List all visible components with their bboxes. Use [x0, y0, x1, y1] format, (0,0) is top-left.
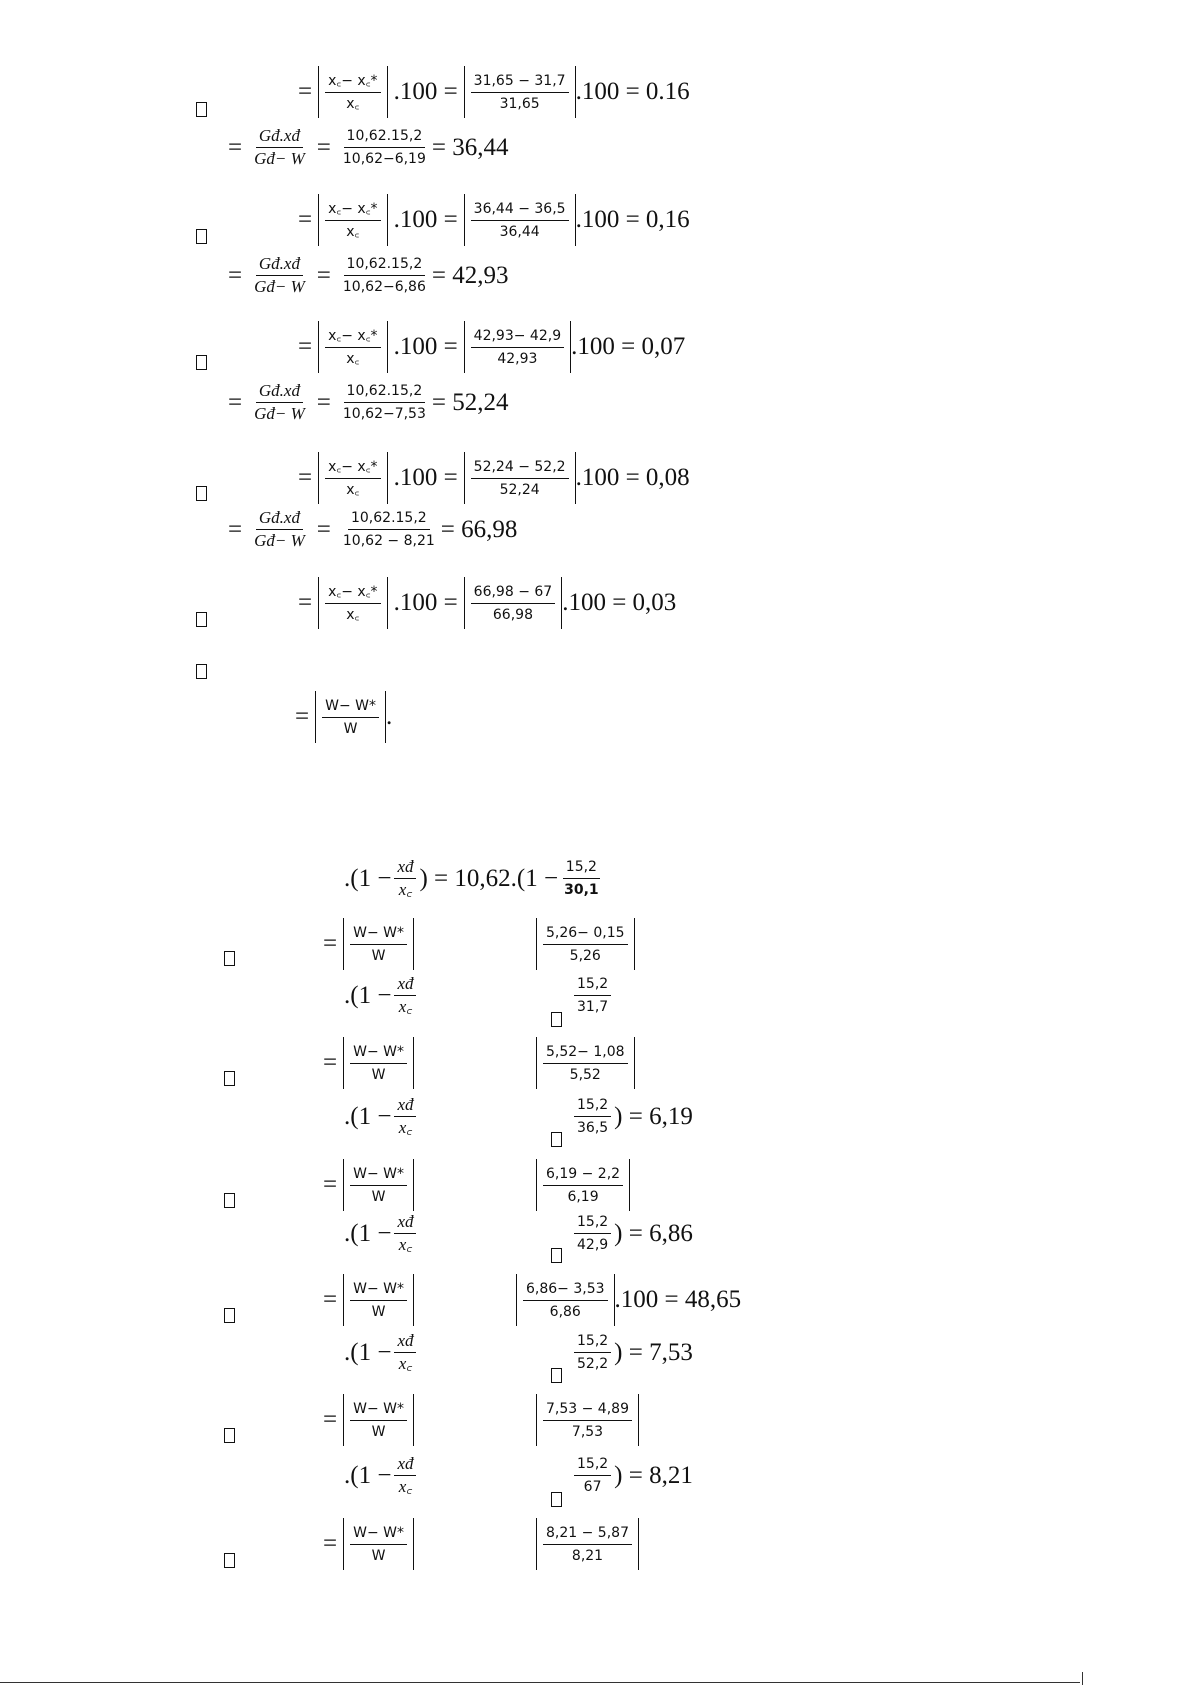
xc-den: x꜀ — [398, 1477, 413, 1496]
w-error-row-lhs: = $\frac{W- W*}{W}$ — [317, 1518, 414, 1570]
xd-num: xđ — [394, 859, 416, 879]
err-den: 66,98 — [492, 606, 533, 623]
mult-100: .100 = — [393, 333, 458, 360]
missing-glyph-box — [224, 1428, 235, 1443]
missing-glyph-box — [196, 664, 207, 679]
gd-w-den: Gđ− W — [254, 277, 305, 296]
w-err-den: 6,86 — [549, 1303, 581, 1320]
w-error-row-rhs — [536, 1159, 630, 1211]
xc-result: = 66,98 — [440, 515, 518, 543]
w-error-row-rhs — [536, 1037, 635, 1089]
w-calc-row-rhs — [571, 1097, 693, 1136]
w-calc-first-line — [344, 859, 605, 898]
w-den: W — [371, 1547, 386, 1564]
ratio-den: 52,2 — [577, 1356, 609, 1372]
w-calc-row-lhs — [344, 1456, 419, 1495]
xd-num: xđ — [394, 1214, 416, 1234]
w-den: W — [371, 1303, 386, 1320]
xd-num: xđ — [394, 1333, 416, 1353]
gd-xd-num: Gđ.xđ — [256, 383, 303, 403]
w-calc-tail: ) = 6,86 — [614, 1219, 693, 1247]
w-err-num: 5,26− 0,15 — [543, 925, 628, 945]
w-error-row-rhs — [536, 1518, 639, 1570]
w-err-tail: .100 = 48,65 — [614, 1286, 742, 1313]
w-err-num: 5,52− 1,08 — [543, 1044, 628, 1064]
w-error-row-rhs — [536, 918, 635, 970]
missing-glyph-box — [224, 951, 235, 966]
w-den: W — [371, 1188, 386, 1205]
gd-w-den: Gđ− W — [254, 404, 305, 423]
w-den: W — [371, 947, 386, 964]
xc-num: 10,62.15,2 — [344, 256, 426, 276]
w-error-row-rhs — [536, 1394, 639, 1446]
err-num: 52,24 − 52,2 — [471, 459, 569, 479]
ratio-num: 15,2 — [574, 1333, 611, 1353]
xc-den: x꜀ — [346, 481, 360, 498]
error-formula-row: = $\frac{x꜀- x꜀*}{x꜀}$ .100 = $\frac{66,98 - 67}{66,98}$ .100 = 0,03 — [292, 577, 676, 629]
w-diff-num: W− W* — [322, 698, 379, 718]
xc-den-value: 10,62−6,19 — [342, 151, 426, 167]
missing-glyph-box — [224, 1308, 235, 1323]
w-diff-num: W− W* — [350, 925, 407, 945]
missing-glyph-box — [551, 1492, 562, 1507]
ratio-den: 30,1 — [564, 882, 599, 898]
w-err-den: 6,19 — [567, 1188, 599, 1205]
mult-100: .100 = — [393, 589, 458, 616]
xc-num: 10,62.15,2 — [344, 128, 426, 148]
xc-result: = 36,44 — [431, 133, 509, 161]
xc-result: = 52,24 — [431, 388, 509, 416]
w-calc-tail: ) = 6,19 — [614, 1102, 693, 1130]
xc-diff-num: x꜀− x꜀* — [325, 201, 380, 221]
missing-glyph-box — [196, 355, 207, 370]
xc-num: 10,62.15,2 — [348, 510, 430, 530]
err-den: 52,24 — [499, 481, 540, 498]
w-diff-num: W− W* — [350, 1044, 407, 1064]
w-diff-num: W− W* — [350, 1401, 407, 1421]
error-formula-row: = $\frac{x꜀- x꜀*}{x꜀}$ .100 = $\frac{52,24 - 52,2}{52,24}$ .100 = 0,08 — [292, 452, 690, 504]
one-minus: .(1 − — [344, 1461, 392, 1489]
w-calc-tail: ) = 7,53 — [614, 1338, 693, 1366]
page-footer-rule — [0, 1682, 1080, 1683]
missing-glyph-box — [551, 1132, 562, 1147]
w-err-num: 7,53 − 4,89 — [543, 1401, 632, 1421]
w-calc-row-rhs — [571, 1333, 693, 1372]
missing-glyph-box — [551, 1012, 562, 1027]
err-result: .100 = 0,08 — [575, 464, 690, 491]
one-minus: .(1 − — [344, 981, 392, 1009]
one-minus: .(1 − — [344, 864, 392, 892]
xc-result: = 42,93 — [431, 261, 509, 289]
w-den: W — [371, 1423, 386, 1440]
xc-formula-row: = $\frac{Gđ.xđ}{Gđ- W}$ = $\frac{10,62.15,2}{10,62 - 8,21}$ = 66,98 — [228, 508, 518, 550]
err-result: .100 = 0.16 — [575, 78, 690, 105]
ratio-num: 15,2 — [574, 1456, 611, 1476]
page-corner-mark — [1082, 1672, 1083, 1685]
w-error-row-lhs: = $\frac{W- W*}{W}$ — [317, 918, 414, 970]
w-calc-row-rhs — [571, 976, 614, 1015]
ratio-den: 67 — [583, 1479, 602, 1495]
w-err-den: 7,53 — [571, 1423, 604, 1440]
one-minus: .(1 − — [344, 1219, 392, 1247]
xc-diff-num: x꜀− x꜀* — [325, 459, 380, 479]
xc-den: x꜀ — [398, 1235, 413, 1254]
missing-glyph-box — [224, 1071, 235, 1086]
first-line-mid: ) = 10,62.(1 − — [419, 864, 559, 892]
xc-den: x꜀ — [398, 880, 413, 899]
w-err-den: 8,21 — [571, 1547, 604, 1564]
ratio-den: 42,9 — [577, 1237, 609, 1253]
missing-glyph-box — [196, 102, 207, 117]
w-error-row-lhs: = $\frac{W- W*}{W}$ — [317, 1037, 414, 1089]
xc-den: x꜀ — [398, 997, 413, 1016]
xc-den: x꜀ — [346, 350, 360, 367]
w-calc-row-lhs — [344, 1097, 419, 1136]
err-den: 31,65 — [499, 95, 540, 112]
w-calc-row-rhs — [571, 1456, 693, 1495]
err-den: 36,44 — [499, 223, 540, 240]
xd-num: xđ — [394, 976, 416, 996]
w-diff-num: W− W* — [350, 1281, 407, 1301]
mult-100: .100 = — [393, 464, 458, 491]
missing-glyph-box — [196, 229, 207, 244]
xc-diff-num: x꜀− x꜀* — [325, 328, 380, 348]
xd-num: xđ — [394, 1456, 416, 1476]
gd-w-den: Gđ− W — [254, 531, 305, 550]
w-calc-row-rhs — [571, 1214, 693, 1253]
ratio-num: 15,2 — [574, 1097, 611, 1117]
missing-glyph-box — [196, 486, 207, 501]
xc-den: x꜀ — [398, 1354, 413, 1373]
ratio-den: 36,5 — [577, 1120, 609, 1136]
w-calc-tail: ) = 8,21 — [614, 1461, 693, 1489]
w-error-row-lhs: = $\frac{W- W*}{W}$ — [317, 1274, 414, 1326]
xc-den-value: 10,62−6,86 — [342, 279, 426, 295]
xc-num: 10,62.15,2 — [344, 383, 426, 403]
xc-den: x꜀ — [346, 606, 360, 623]
w-err-den: 5,52 — [569, 1066, 601, 1083]
ratio-den: 31,7 — [577, 999, 609, 1015]
w-err-num: 6,19 − 2,2 — [543, 1166, 623, 1186]
xc-den-value: 10,62 − 8,21 — [342, 533, 435, 549]
mult-100: .100 = — [393, 206, 458, 233]
ratio-num: 15,2 — [563, 859, 600, 879]
w-calc-row-lhs — [344, 1333, 419, 1372]
w-error-row-lhs: = $\frac{W- W*}{W}$ — [317, 1159, 414, 1211]
xc-diff-num: x꜀− x꜀* — [325, 73, 380, 93]
w-err-num: 8,21 − 5,87 — [543, 1525, 632, 1545]
err-result: .100 = 0,16 — [575, 206, 690, 233]
xc-diff-num: x꜀− x꜀* — [325, 584, 380, 604]
w-den: W — [371, 1066, 386, 1083]
err-num: 36,44 − 36,5 — [471, 201, 569, 221]
xc-formula-row: = $\frac{Gđ.xđ}{Gđ- W}$ = $\frac{10,62.15,2}{10,62-7,53}$ = 52,24 — [228, 381, 509, 423]
w-err-den: 5,26 — [569, 947, 601, 964]
xc-formula-row: = $\frac{Gđ.xđ}{Gđ- W}$ = $\frac{10,62.15,2}{10,62-6,86}$ = 42,93 — [228, 254, 509, 296]
xc-den: x꜀ — [398, 1118, 413, 1137]
xc-den-value: 10,62−7,53 — [342, 406, 426, 422]
missing-glyph-box — [224, 1193, 235, 1208]
ratio-num: 15,2 — [574, 976, 611, 996]
w-calc-row-lhs — [344, 976, 419, 1015]
w-error-definition: = $\frac{W- W*}{W}$ . — [289, 691, 392, 743]
error-formula-row: = $\frac{x꜀- x꜀*}{x꜀}$ .100 = $\frac{31,65 - 31,7}{31,65}$ .100 = 0.16 — [292, 66, 690, 118]
one-minus: .(1 − — [344, 1338, 392, 1366]
xc-den: x꜀ — [346, 95, 360, 112]
err-den: 42,93 — [497, 350, 538, 367]
w-diff-num: W− W* — [350, 1166, 407, 1186]
ratio-num: 15,2 — [574, 1214, 611, 1234]
w-den: W — [343, 720, 358, 737]
err-result: .100 = 0,03 — [562, 589, 677, 616]
err-num: 31,65 − 31,7 — [471, 73, 569, 93]
mult-100: .100 = — [393, 78, 458, 105]
w-calc-row-lhs — [344, 1214, 419, 1253]
missing-glyph-box — [551, 1248, 562, 1263]
w-diff-num: W− W* — [350, 1525, 407, 1545]
missing-glyph-box — [551, 1368, 562, 1383]
gd-xd-num: Gđ.xđ — [256, 256, 303, 276]
err-result: .100 = 0,07 — [571, 333, 686, 360]
gd-xd-num: Gđ.xđ — [256, 510, 303, 530]
missing-glyph-box — [224, 1553, 235, 1568]
gd-w-den: Gđ− W — [254, 149, 305, 168]
gd-xd-num: Gđ.xđ — [256, 128, 303, 148]
w-err-num: 6,86− 3,53 — [523, 1281, 608, 1301]
one-minus: .(1 − — [344, 1102, 392, 1130]
xc-formula-row: = $\frac{Gđ.xđ}{Gđ- W}$ = $\frac{10,62.15,2}{10,62-6,19}$ = 36,44 — [228, 126, 509, 168]
xc-den: x꜀ — [346, 223, 360, 240]
err-num: 42,93− 42,9 — [471, 328, 564, 348]
xd-num: xđ — [394, 1097, 416, 1117]
error-formula-row: = $\frac{x꜀- x꜀*}{x꜀}$ .100 = $\frac{42,93- 42,9}{42,93}$ .100 = 0,07 — [292, 321, 685, 373]
w-error-row-rhs — [516, 1274, 741, 1326]
missing-glyph-box — [196, 612, 207, 627]
w-tail: . — [385, 703, 393, 730]
error-formula-row: = $\frac{x꜀- x꜀*}{x꜀}$ .100 = $\frac{36,44 - 36,5}{36,44}$ .100 = 0,16 — [292, 194, 690, 246]
w-error-row-lhs: = $\frac{W- W*}{W}$ — [317, 1394, 414, 1446]
err-num: 66,98 − 67 — [471, 584, 556, 604]
